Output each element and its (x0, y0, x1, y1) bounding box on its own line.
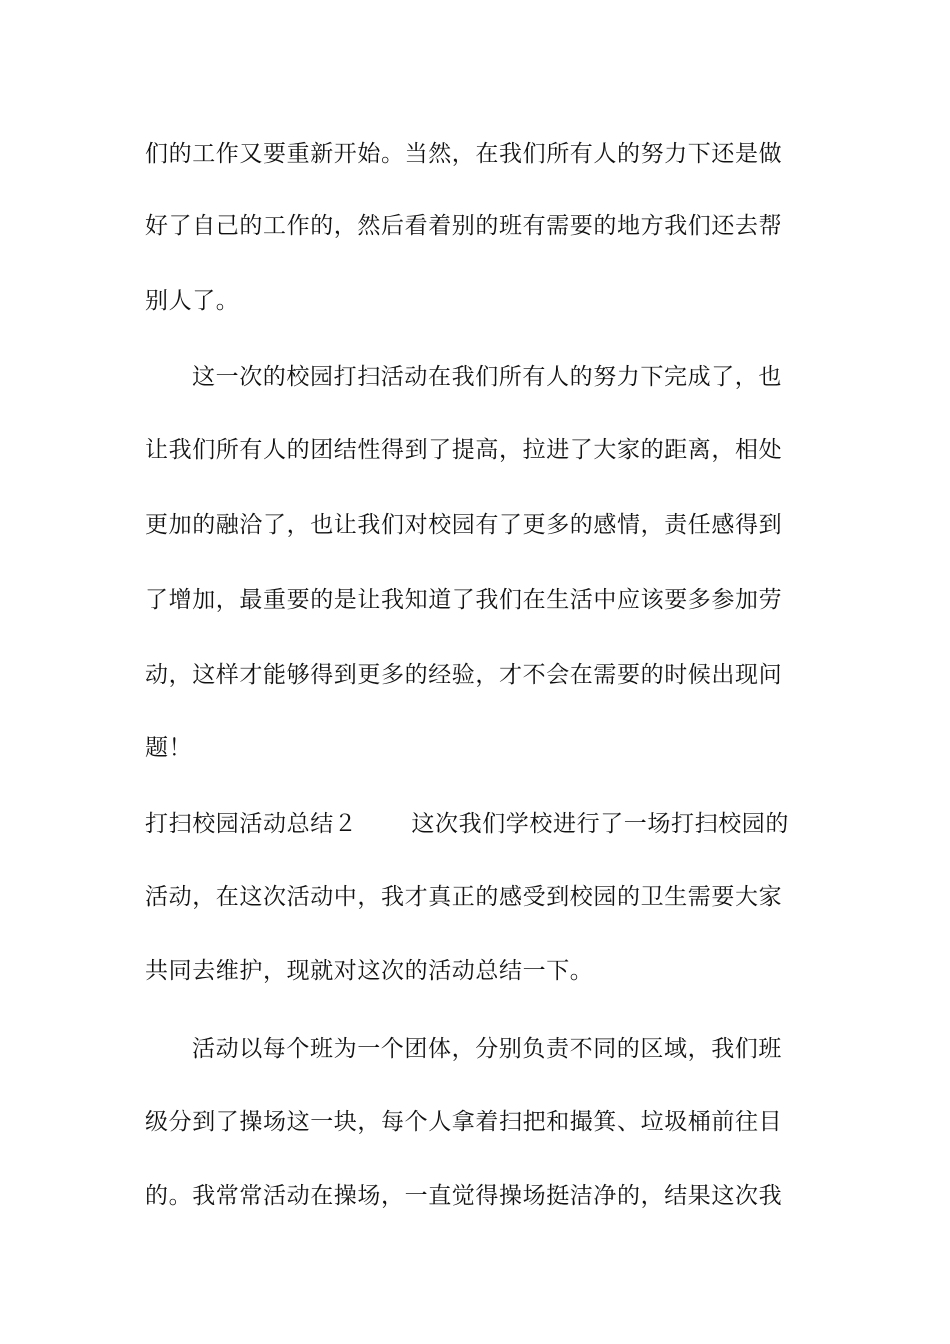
paragraph-line: 别人了。 (145, 288, 240, 314)
paragraph-line: 级分到了操场这一块，每个人拿着扫把和撮箕、垃圾桶前往目 (145, 1109, 783, 1135)
paragraph-line: 共同去维护，现就对这次的活动总结一下。 (145, 958, 594, 984)
paragraph-line: 让我们所有人的团结性得到了提高，拉进了大家的距离，相处 (145, 437, 783, 463)
paragraph-line: 了增加，最重要的是让我知道了我们在生活中应该要多参加劳 (145, 587, 783, 613)
section-first-line: 这次我们学校进行了一场打扫校园的 (411, 811, 790, 837)
paragraph-line: 这一次的校园打扫活动在我们所有人的努力下完成了，也 (192, 364, 782, 390)
paragraph-line: 活动以每个班为一个团体，分别负责不同的区域，我们班 (192, 1036, 782, 1062)
section-title: 打扫校园活动总结２ (145, 811, 358, 837)
paragraph-line: 的。我常常活动在操场，一直觉得操场挺洁净的，结果这次我 (145, 1183, 783, 1209)
paragraph-line: 动，这样才能够得到更多的经验，才不会在需要的时候出现问 (145, 662, 783, 688)
paragraph-line: 题！ (145, 735, 193, 761)
paragraph-line: 更加的融洽了，也让我们对校园有了更多的感情，责任感得到 (145, 512, 783, 538)
section-heading-line (145, 809, 825, 839)
paragraph-line: 们的工作又要重新开始。当然，在我们所有人的努力下还是做 (145, 141, 783, 167)
paragraph-line: 好了自己的工作的，然后看着别的班有需要的地方我们还去帮 (145, 213, 783, 239)
paragraph-line: 活动，在这次活动中，我才真正的感受到校园的卫生需要大家 (145, 884, 783, 910)
